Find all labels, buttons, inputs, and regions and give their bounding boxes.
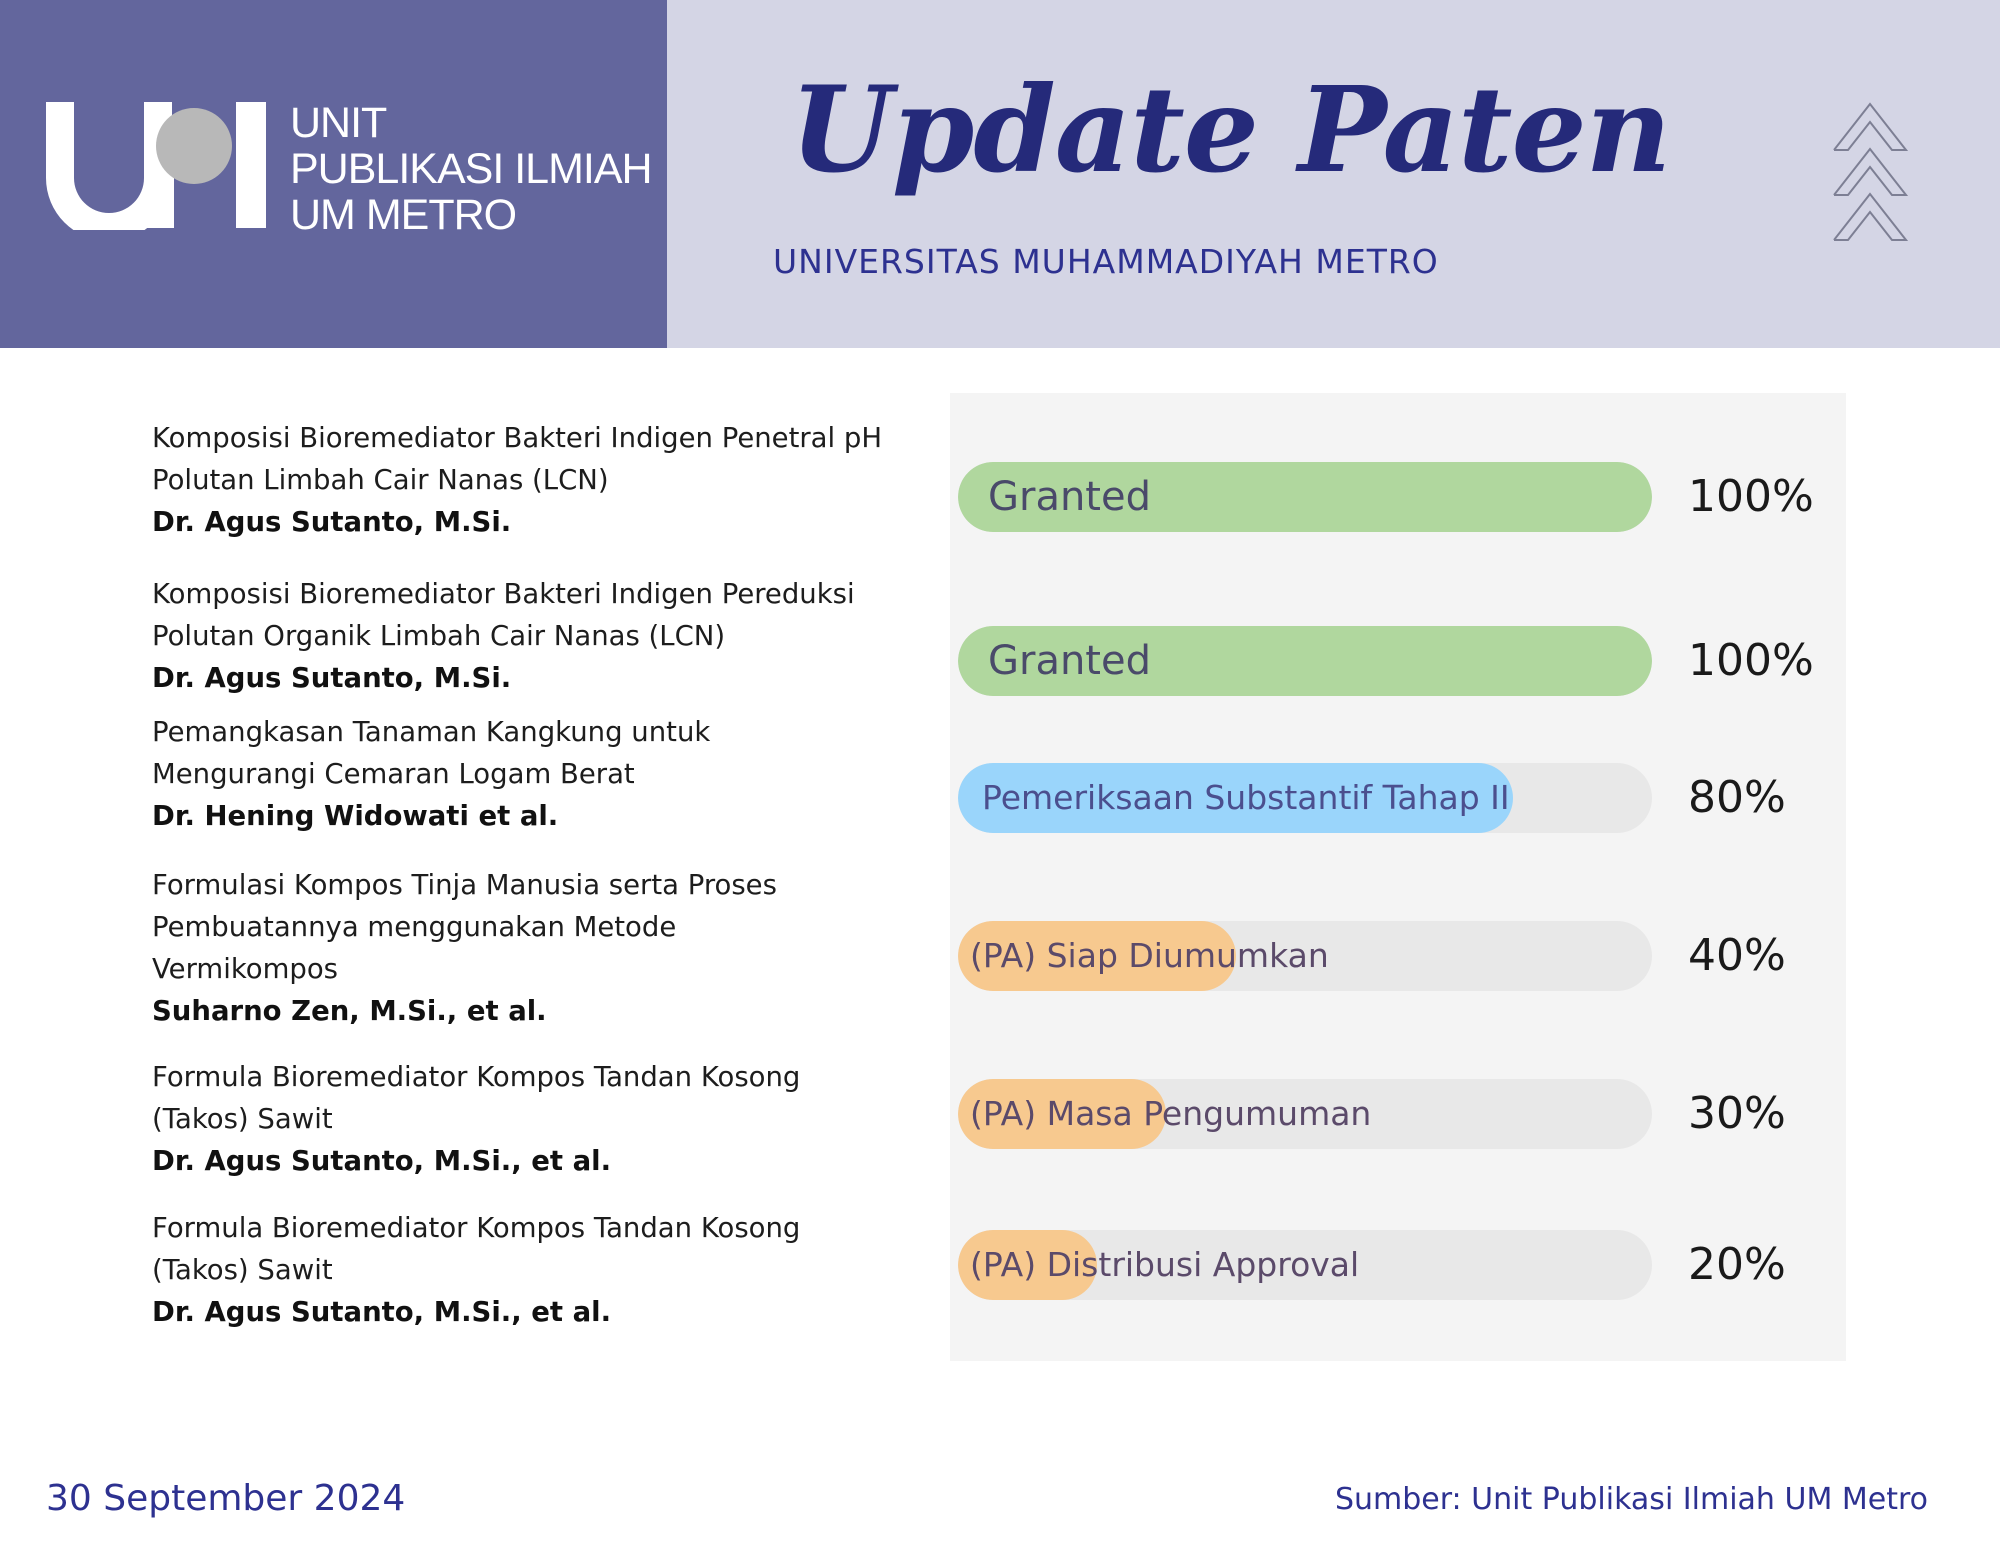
status-label: Pemeriksaan Substantif Tahap II [982, 778, 1510, 817]
patent-item [152, 864, 892, 1032]
patent-title-line: Mengurangi Cemaran Logam Berat [152, 758, 635, 790]
percent-label: 100% [1688, 471, 1814, 522]
patent-author: Dr. Agus Sutanto, M.Si., et al. [152, 1296, 612, 1328]
percent-label: 20% [1688, 1239, 1786, 1290]
patent-item [152, 573, 892, 699]
page-subtitle: UNIVERSITAS MUHAMMADIYAH METRO [773, 242, 1439, 281]
status-label: (PA) Distribusi Approval [970, 1245, 1360, 1284]
progress-row [958, 626, 1958, 696]
patent-title-line: Vermikompos [152, 953, 339, 985]
progress-row [958, 763, 1958, 833]
percent-label: 40% [1688, 930, 1786, 981]
patent-title-line: Polutan Organik Limbah Cair Nanas (LCN) [152, 620, 726, 652]
progress-row [958, 921, 1958, 991]
patent-title-line: (Takos) Sawit [152, 1254, 333, 1286]
logo-line-1: UNIT [290, 99, 387, 147]
triple-chevron-up-icon [1832, 102, 1908, 242]
progress-row [958, 462, 1958, 532]
status-label: Granted [988, 638, 1151, 684]
footer-source: Sumber: Unit Publikasi Ilmiah UM Metro [1334, 1482, 1928, 1517]
patent-author: Dr. Hening Widowati et al. [152, 800, 559, 832]
percent-label: 30% [1688, 1088, 1786, 1139]
status-panel [950, 393, 1846, 1361]
logo-line-2: PUBLIKASI ILMIAH [290, 145, 652, 193]
percent-label: 100% [1688, 635, 1814, 686]
logo-text [290, 100, 652, 238]
percent-label: 80% [1688, 772, 1786, 823]
header-brand-panel [0, 0, 667, 348]
patent-title-line: Formula Bioremediator Kompos Tandan Kosong [152, 1212, 801, 1244]
patent-author: Suharno Zen, M.Si., et al. [152, 995, 547, 1027]
patent-item [152, 711, 892, 837]
patent-title-line: Komposisi Bioremediator Bakteri Indigen Pereduksi [152, 578, 855, 610]
page-title: Update Paten [790, 60, 1671, 199]
status-label: (PA) Masa Pengumuman [970, 1094, 1372, 1133]
patent-title-line: (Takos) Sawit [152, 1103, 333, 1135]
status-label: Granted [988, 474, 1151, 520]
patent-title-line: Pemangkasan Tanaman Kangkung untuk [152, 716, 711, 748]
patent-title-line: Komposisi Bioremediator Bakteri Indigen Penetral pH [152, 422, 883, 454]
patent-author: Dr. Agus Sutanto, M.Si. [152, 662, 512, 694]
patent-author: Dr. Agus Sutanto, M.Si., et al. [152, 1145, 612, 1177]
status-label: (PA) Siap Diumumkan [970, 936, 1329, 975]
patent-author: Dr. Agus Sutanto, M.Si. [152, 506, 512, 538]
progress-row [958, 1230, 1958, 1300]
patent-title-line: Formulasi Kompos Tinja Manusia serta Proses [152, 869, 777, 901]
footer-date: 30 September 2024 [46, 1478, 406, 1519]
patent-item [152, 1056, 892, 1182]
patent-title-line: Polutan Limbah Cair Nanas (LCN) [152, 464, 609, 496]
progress-row [958, 1079, 1958, 1149]
patent-title-line: Pembuatannya menggunakan Metode [152, 911, 677, 943]
patent-item [152, 417, 892, 543]
patent-title-line: Formula Bioremediator Kompos Tandan Kosong [152, 1061, 801, 1093]
patent-item [152, 1207, 892, 1333]
logo-line-3: UM METRO [290, 191, 517, 239]
upi-logo-icon [44, 100, 274, 230]
